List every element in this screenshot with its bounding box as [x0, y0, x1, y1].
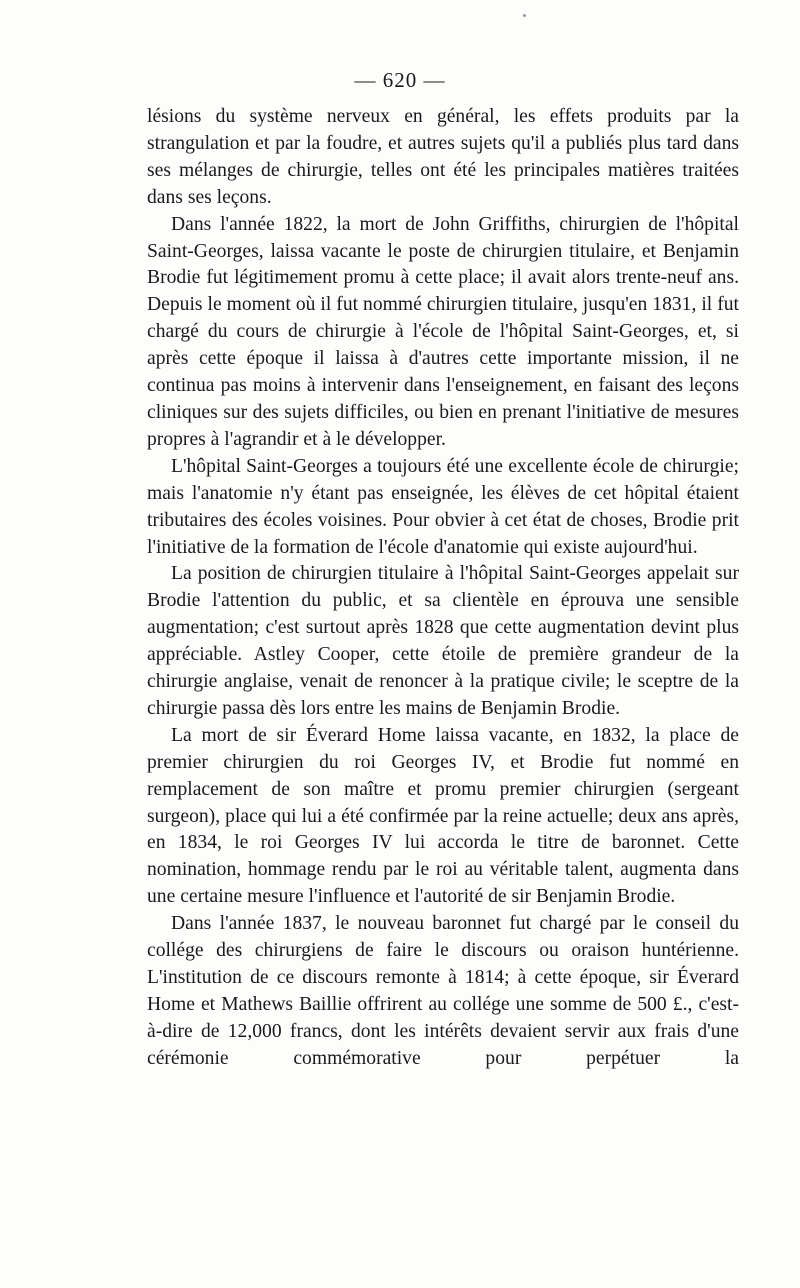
page-number: — 620 —: [354, 68, 446, 92]
paragraph-1: lésions du système nerveux en général, les effets produits par la strangulation et par la foudre, et autres sujets qu'il a publiés plus tard dans ses mélanges de chirurgie, telles ont été les principales matières traitées dans ses leçons.: [147, 106, 739, 208]
body-text: [147, 104, 739, 1073]
paragraph-2: Dans l'année 1822, la mort de John Griffiths, chirurgien de l'hôpital Saint-Georges, laissa vacante le poste de chirurgien titulaire, et Benjamin Brodie fut légitimement promu à cette place; il avait alors trente-neuf ans. Depuis le moment où il fut nommé chirurgien titulaire, jusqu'en 1831, il fut chargé du cours de chirurgie à l'école de l'hôpital Saint-Georges, et, si après cette époque il laissa à d'autres cette importante mission, il ne continua pas moins à intervenir dans l'enseignement, en faisant des leçons cliniques sur des sujets difficiles, ou bien en prenant l'initiative de mesures propres à l'agrandir et à le développer.: [147, 213, 739, 450]
paper-speck: [523, 14, 526, 17]
paragraph-5: La mort de sir Éverard Home laissa vacante, en 1832, la place de premier chirurgien du roi Georges IV, et Brodie fut nommé en remplacement de son maître et promu premier chirurgien (sergeant surgeon), place qui lui a été confirmée par la reine actuelle; deux ans après, en 1834, le roi Georges IV lui accorda le titre de baronnet. Cette nomination, hommage rendu par le roi au véritable talent, augmenta dans une certaine mesure l'influence et l'autorité de sir Benjamin Brodie.: [147, 724, 739, 908]
paragraph-6: Dans l'année 1837, le nouveau baronnet fut chargé par le conseil du collége des chirurgiens de faire le discours ou oraison huntérienne. L'institution de ce discours remonte à 1814; à cette époque, sir Éverard Home et Mathews Baillie offrirent au collége une somme de 500 £., c'est-à-dire de 12,000 francs, dont les intérêts devaient servir aux frais d'une cérémonie commémorative pour perpétuer la: [147, 913, 739, 1069]
paragraph-4: La position de chirurgien titulaire à l'hôpital Saint-Georges appelait sur Brodie l'attention du public, et sa clientèle en éprouva une sensible augmentation; c'est surtout après 1828 que cette augmentation devint plus appréciable. Astley Cooper, cette étoile de première grandeur de la chirurgie anglaise, venait de renoncer à la pratique civile; le sceptre de la chirurgie passa dès lors entre les mains de Benjamin Brodie.: [147, 563, 739, 719]
paragraph-3: L'hôpital Saint-Georges a toujours été une excellente école de chirurgie; mais l'anatomie n'y étant pas enseignée, les élèves de cet hôpital étaient tributaires des écoles voisines. Pour obvier à cet état de choses, Brodie prit l'initiative de la formation de l'école d'anatomie qui existe aujourd'hui.: [147, 455, 739, 558]
